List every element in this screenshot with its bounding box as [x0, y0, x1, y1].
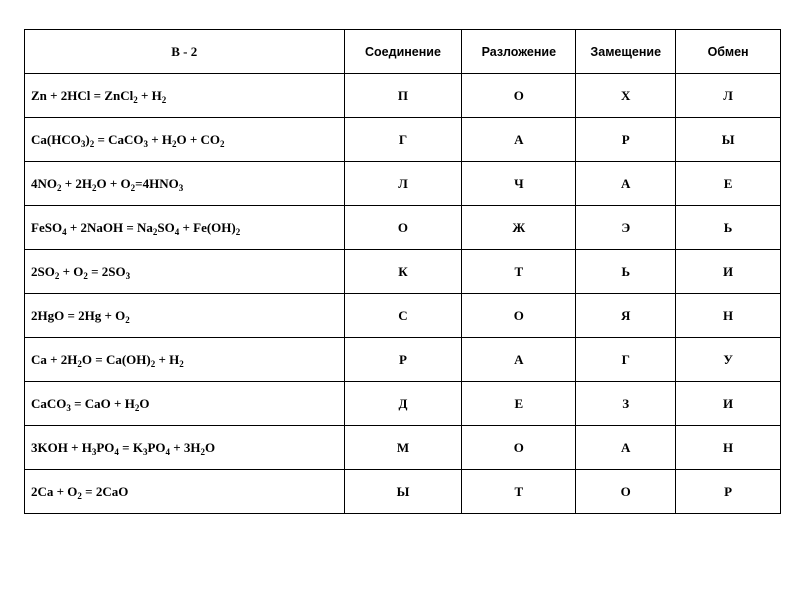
column-header-exchange: Обмен	[676, 30, 781, 74]
equation-cell: $2SO_2 + O_2 = 2SO_3$	[25, 250, 345, 294]
letter-cell-substitution: А	[576, 426, 676, 470]
equation-cell: $Ca(HCO_3)_2$ = CaCO$_3$ + $H_2O + CO_2$	[25, 118, 345, 162]
letter-cell-decomposition: Ж	[462, 206, 576, 250]
letter-cell-exchange: У	[676, 338, 781, 382]
letter-cell-substitution: Э	[576, 206, 676, 250]
letter-cell-substitution: З	[576, 382, 676, 426]
header-row	[25, 30, 781, 74]
table-row	[25, 470, 781, 514]
letter-cell-substitution: Г	[576, 338, 676, 382]
letter-cell-combination: П	[344, 74, 462, 118]
table-row	[25, 74, 781, 118]
column-header-substitution: Замещение	[576, 30, 676, 74]
table-row	[25, 206, 781, 250]
table-row	[25, 294, 781, 338]
table-row	[25, 426, 781, 470]
letter-cell-combination: Ы	[344, 470, 462, 514]
letter-cell-substitution: А	[576, 162, 676, 206]
letter-cell-substitution: Ь	[576, 250, 676, 294]
letter-cell-exchange: И	[676, 250, 781, 294]
letter-cell-exchange: Л	[676, 74, 781, 118]
equation-cell: $4NO_2 + 2H_2O + O_2=4HNO_3$	[25, 162, 345, 206]
equation-cell: Zn + 2HCl = ZnCl$_2$ + $H_2$	[25, 74, 345, 118]
letter-cell-combination: С	[344, 294, 462, 338]
letter-cell-combination: Д	[344, 382, 462, 426]
table-row	[25, 118, 781, 162]
letter-cell-combination: М	[344, 426, 462, 470]
letter-cell-combination: К	[344, 250, 462, 294]
letter-cell-substitution: О	[576, 470, 676, 514]
letter-cell-exchange: Ь	[676, 206, 781, 250]
letter-cell-decomposition: О	[462, 426, 576, 470]
letter-cell-decomposition: А	[462, 338, 576, 382]
letter-cell-exchange: Н	[676, 294, 781, 338]
table-row	[25, 382, 781, 426]
letter-cell-decomposition: Ч	[462, 162, 576, 206]
equation-cell: $Ca + 2H_2O = Ca(OH)_2 + H_2$	[25, 338, 345, 382]
letter-cell-decomposition: А	[462, 118, 576, 162]
letter-cell-exchange: Н	[676, 426, 781, 470]
table-row	[25, 250, 781, 294]
letter-cell-exchange: Р	[676, 470, 781, 514]
letter-cell-substitution: Я	[576, 294, 676, 338]
equation-cell: CaCO$_3$ = CaO + $H_2O$	[25, 382, 345, 426]
letter-cell-decomposition: О	[462, 294, 576, 338]
letter-cell-exchange: Ы	[676, 118, 781, 162]
letter-cell-combination: Г	[344, 118, 462, 162]
reaction-classification-table	[24, 29, 781, 514]
variant-header: В - 2	[25, 30, 345, 74]
letter-cell-decomposition: О	[462, 74, 576, 118]
letter-cell-decomposition: Е	[462, 382, 576, 426]
column-header-combination: Соединение	[344, 30, 462, 74]
letter-cell-combination: О	[344, 206, 462, 250]
letter-cell-decomposition: Т	[462, 250, 576, 294]
table-row	[25, 338, 781, 382]
letter-cell-decomposition: Т	[462, 470, 576, 514]
equation-cell: $2Ca + O_2 = 2CaO$	[25, 470, 345, 514]
equation-cell: $3KOH + H_3PO_4 = K_3PO_4 + 3H_2O$	[25, 426, 345, 470]
letter-cell-substitution: Х	[576, 74, 676, 118]
equation-cell: $2HgO = 2Hg + O_2$	[25, 294, 345, 338]
letter-cell-exchange: И	[676, 382, 781, 426]
letter-cell-exchange: Е	[676, 162, 781, 206]
table-row	[25, 162, 781, 206]
equation-cell: FeSO$_4$ + 2NaOH = $Na_2SO_4 + Fe(OH)_2$	[25, 206, 345, 250]
letter-cell-combination: Р	[344, 338, 462, 382]
column-header-decomposition: Разложение	[462, 30, 576, 74]
letter-cell-substitution: Р	[576, 118, 676, 162]
letter-cell-combination: Л	[344, 162, 462, 206]
